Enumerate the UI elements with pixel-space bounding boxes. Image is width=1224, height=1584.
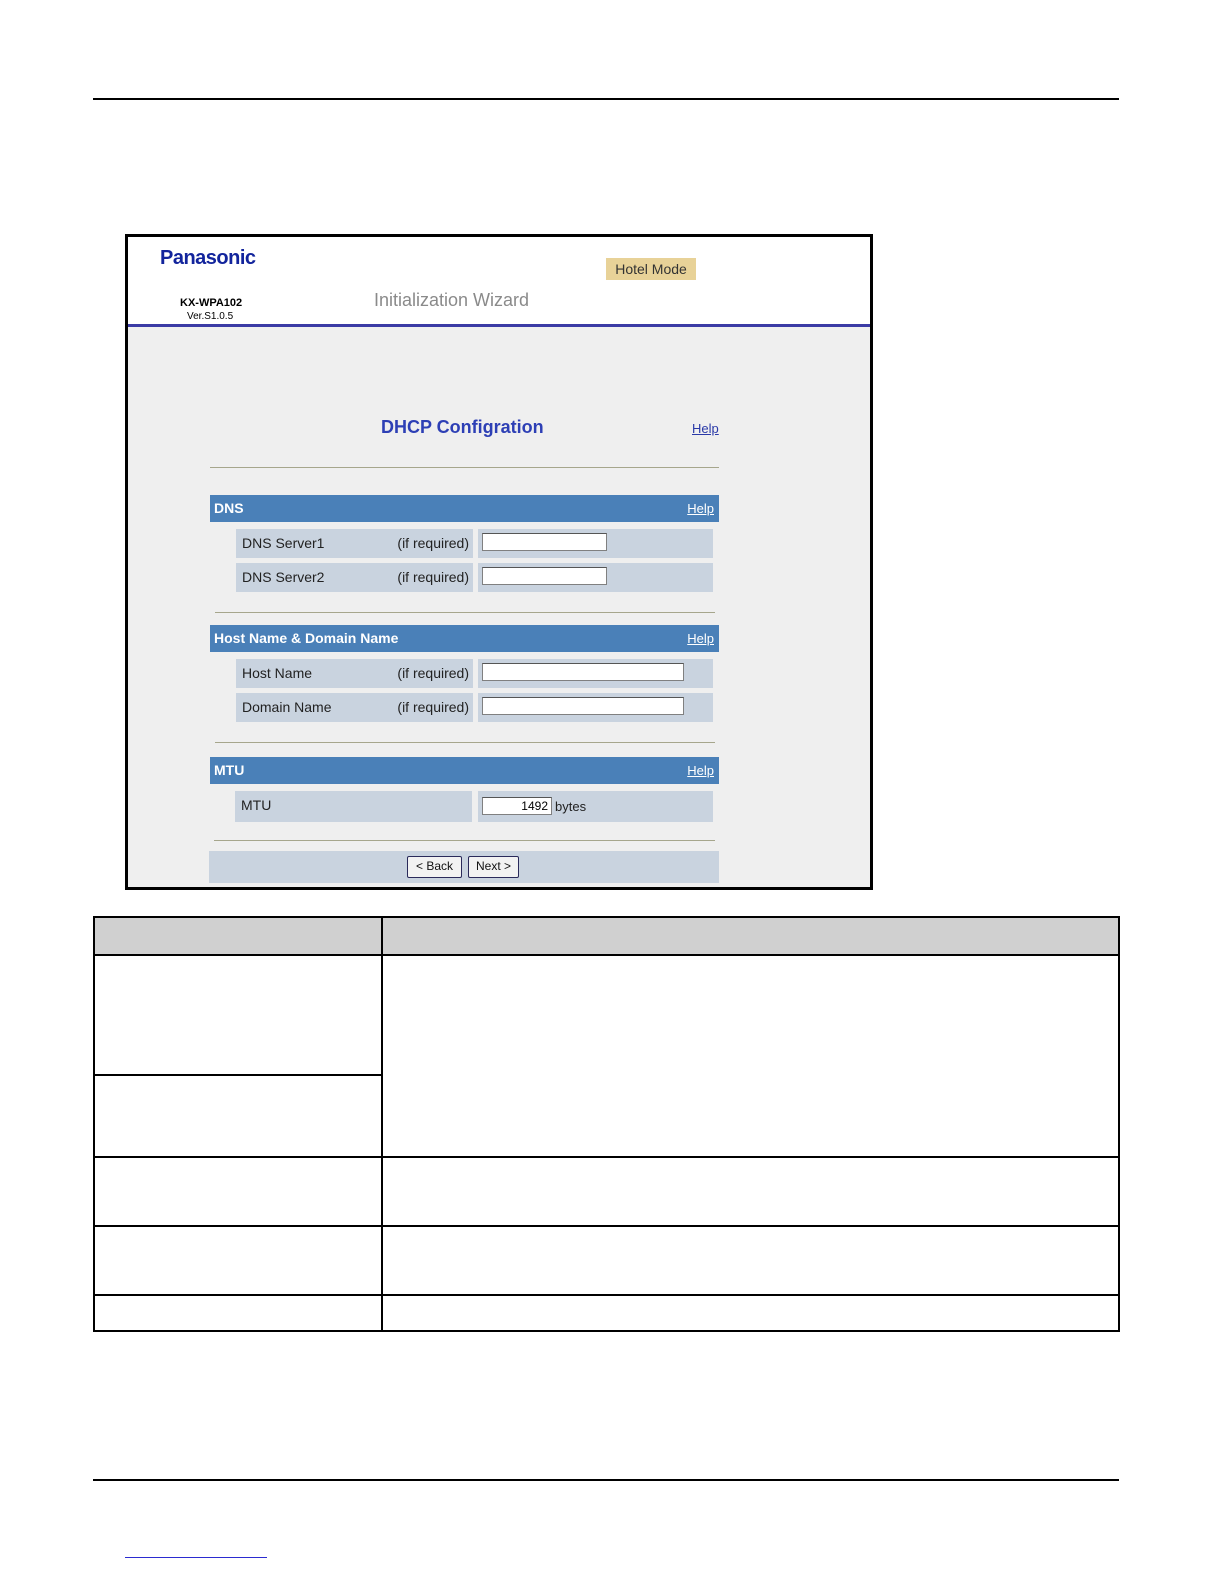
host-help-link[interactable]: Help [687,631,714,646]
page-title: DHCP Configration [381,417,544,437]
table-cell [94,1295,382,1331]
field-label: Host Name [242,665,313,681]
dns-help-link[interactable]: Help [687,501,714,516]
wizard-title: Initialization Wizard [374,290,530,310]
mtu-cell [478,791,713,822]
dns-server1-input[interactable] [482,533,607,551]
brand-logo: Panasonic [160,247,256,269]
table-cell [382,1226,1119,1295]
dns-server2-label [236,563,473,592]
dns-server2-input[interactable] [482,567,607,585]
host-section-header [210,625,719,652]
host-section-title: Host Name & Domain Name [214,630,399,646]
field-label: DNS Server2 [242,569,325,585]
table-header-cell [382,917,1119,955]
field-note: (if required) [397,535,469,551]
dns-section-title: DNS [214,500,244,516]
field-note: (if required) [397,569,469,585]
description-table [93,916,1120,1332]
field-label: DNS Server1 [242,535,325,551]
table-header-cell [94,917,382,955]
mtu-unit: bytes [555,799,587,814]
mtu-input[interactable] [482,797,552,815]
next-button[interactable]: Next > [468,856,519,878]
firmware-version: Ver.S1.0.5 [187,311,234,322]
mode-badge: Hotel Mode [606,258,696,280]
dns-server2-cell [478,563,713,592]
field-note: (if required) [397,699,469,715]
header-rule [93,98,1119,100]
host-name-label [236,659,473,688]
field-label: Domain Name [242,699,332,715]
table-row [94,1157,1119,1226]
wizard-header [128,237,870,327]
back-button[interactable]: < Back [407,856,462,878]
model-name: KX-WPA102 [180,297,243,309]
mtu-help-link[interactable]: Help [687,763,714,778]
mtu-section-header [210,757,719,784]
page-help-link[interactable]: Help [692,421,719,436]
host-name-cell [478,659,713,688]
mtu-section-title: MTU [214,762,245,778]
domain-name-cell [478,693,713,722]
divider [215,612,715,613]
divider [210,467,719,468]
field-label: MTU [241,797,272,813]
divider [215,742,715,743]
table-cell [382,1157,1119,1226]
dns-server1-label [236,529,473,558]
host-name-input[interactable] [482,663,684,681]
table-cell [382,1295,1119,1331]
table-cell [94,955,382,1075]
field-note: (if required) [397,665,469,681]
footer-rule [93,1479,1119,1481]
table-header-row [94,917,1119,955]
button-bar [209,851,719,883]
mtu-label [235,791,472,822]
divider [214,840,715,841]
domain-name-input[interactable] [482,697,684,715]
table-cell [94,1075,382,1157]
wizard-screenshot [125,234,873,890]
dns-server1-cell [478,529,713,558]
table-cell [94,1226,382,1295]
footer-link-underline [125,1557,267,1558]
table-row [94,1226,1119,1295]
table-cell [382,955,1119,1157]
domain-name-label [236,693,473,722]
dns-section-header [210,495,719,522]
table-cell [94,1157,382,1226]
table-row [94,1295,1119,1331]
table-row [94,955,1119,1075]
